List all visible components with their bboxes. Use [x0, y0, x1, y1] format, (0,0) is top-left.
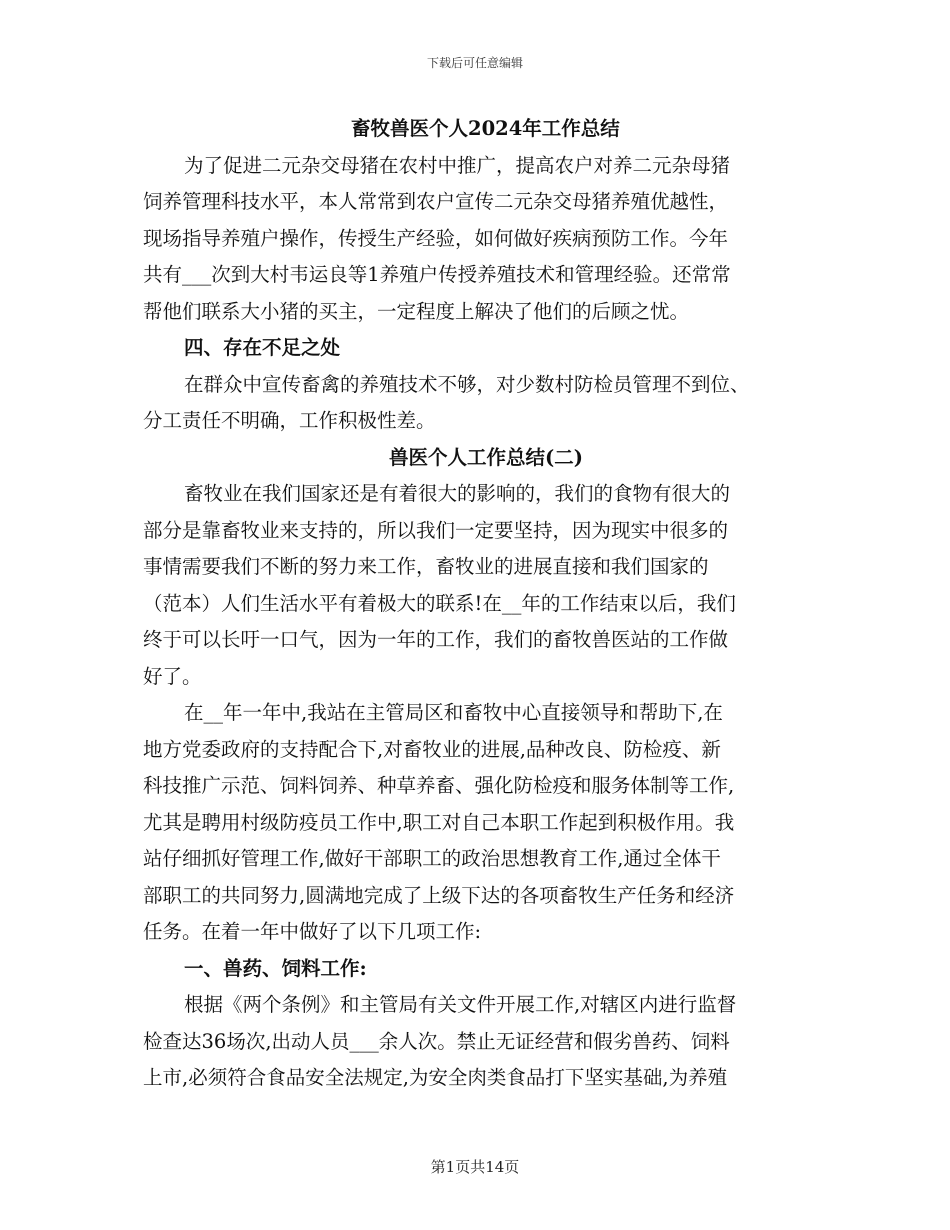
paragraph-line: 分工责任不明确，工作积极性差。: [143, 409, 436, 432]
paragraph-line: 部分是靠畜牧业来支持的，所以我们一定要坚持，因为现实中很多的: [143, 518, 729, 542]
paragraph-line: 尤其是聘用村级防疫员工作中,职工对自己本职工作起到积极作用。我: [143, 810, 735, 834]
paragraph-line: 事情需要我们不断的努力来工作，畜牧业的进展直接和我们国家的: [143, 555, 709, 578]
document-title: 畜牧兽医个人2024年工作总结: [351, 117, 620, 140]
paragraph-line: 为了促进二元杂交母猪在农村中推广，提高农户对养二元杂母猪: [184, 153, 731, 177]
paragraph-line: 现场指导养殖户操作，传授生产经验，如何做好疾病预防工作。今年: [143, 226, 729, 250]
paragraph-line: 饲养管理科技水平，本人常常到农户宣传二元杂交母猪养殖优越性，: [143, 190, 729, 213]
paragraph-line: 上市,必须符合食品安全法规定,为安全肉类食品打下坚实基础,为养殖: [143, 1066, 728, 1089]
page-footer: 第1页共14页: [430, 1158, 520, 1176]
page-header: 下载后可任意编辑: [426, 56, 523, 70]
paragraph-line: 地方党委政府的支持配合下,对畜牧业的进展,品种改良、防检疫、新: [143, 737, 721, 761]
paragraph-line: 任务。在着一年中做好了以下几项工作:: [143, 920, 482, 943]
paragraph-line: 根据《两个条例》和主管局有关文件开展工作,对辖区内进行监督: [184, 993, 737, 1016]
document-body: [143, 111, 809, 1097]
paragraph-line: （范本）人们生活水平有着极大的联系!在__年的工作结束以后，我们: [143, 591, 736, 615]
paragraph-line: 畜牧业在我们国家还是有着很大的影响的，我们的食物有很大的: [184, 482, 731, 505]
paragraph-line: 部职工的共同努力,圆满地完成了上级下达的各项畜牧生产任务和经济: [143, 883, 735, 907]
paragraph-line: 帮他们联系大小猪的买主，一定程度上解决了他们的后顾之忧。: [143, 299, 690, 323]
paragraph-line: 站仔细抓好管理工作,做好干部职工的政治思想教育工作,通过全体干: [143, 847, 721, 870]
paragraph-line: 终于可以长吁一口气，因为一年的工作，我们的畜牧兽医站的工作做: [143, 628, 729, 651]
paragraph-line: 共有___次到大村韦运良等1养殖户传授养殖技术和管理经验。还常常: [143, 263, 731, 286]
section-heading: 四、存在不足之处: [184, 336, 341, 359]
paragraph-line: 在群众中宣传畜禽的养殖技术不够，对少数村防检员管理不到位、: [184, 372, 750, 396]
document-subtitle: 兽医个人工作总结(二): [389, 445, 583, 469]
paragraph-line: 科技推广示范、饲料饲养、种草养畜、强化防检疫和服务体制等工作,: [143, 774, 735, 797]
paragraph-line: 好了。: [143, 664, 202, 688]
paragraph-line: 在__年一年中,我站在主管局区和畜牧中心直接领导和帮助下,在: [184, 701, 723, 724]
paragraph-line: 检查达36场次,出动人员___余人次。禁止无证经营和假劣兽药、饲料: [143, 1029, 730, 1053]
section-heading: 一、兽药、饲料工作:: [184, 956, 367, 980]
